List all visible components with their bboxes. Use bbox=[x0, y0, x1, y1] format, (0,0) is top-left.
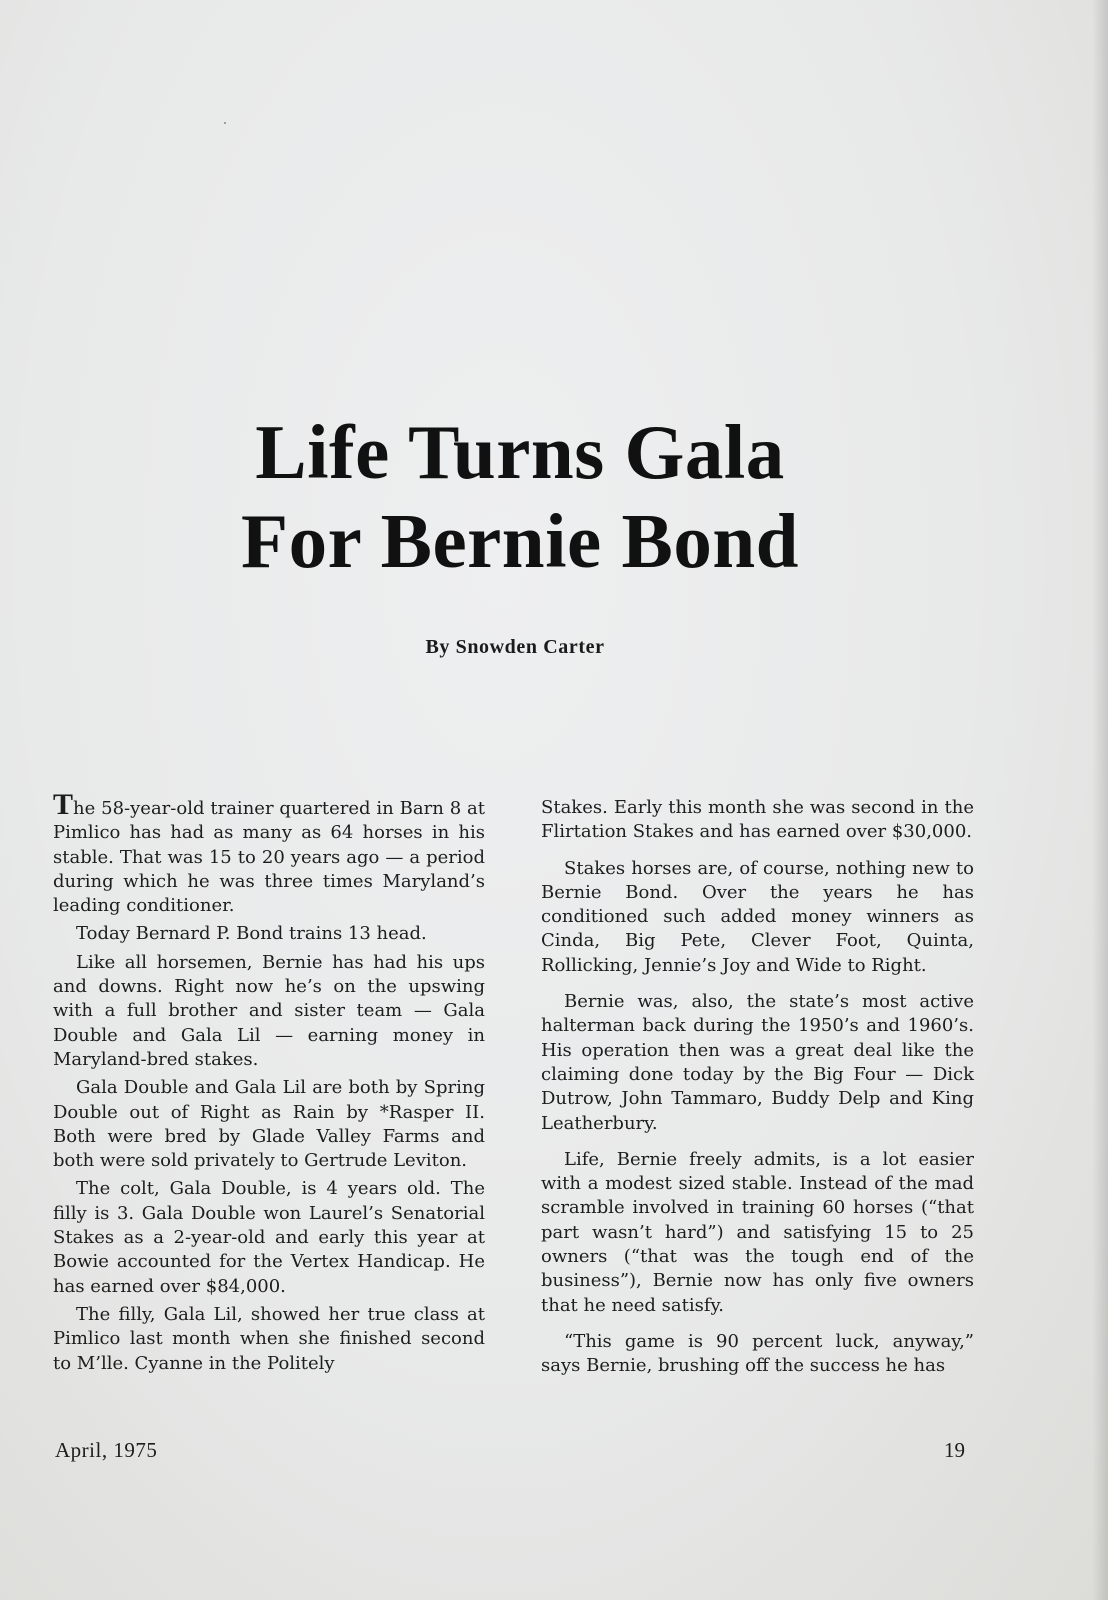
paragraph: The colt, Gala Double, is 4 years old. The filly is 3. Gala Double won Laurel’s Senatorial Stakes as a 2-year-old and early this year at Bowie accounted for the Vertex Handicap. He has earned over $84,000. bbox=[53, 1178, 485, 1297]
issue-date: April, 1975 bbox=[55, 1438, 158, 1462]
title-line-2: For Bernie Bond bbox=[241, 498, 799, 584]
paragraph: Life, Bernie freely admits, is a lot easier with a modest sized stable. Instead of the mad scramble involved in training 60 horses (“that part wasn’t hard”) and satisfying 15 to 25 owners (“that was the tough end of the business”), Bernie now has only five owners that he need satisfy. bbox=[541, 1148, 974, 1316]
paragraph: Today Bernard P. Bond trains 13 head. bbox=[76, 923, 427, 945]
right-column bbox=[541, 796, 974, 1383]
paragraph: Stakes. Early this month she was second in the Flirtation Stakes and has earned over $30,000. bbox=[541, 797, 974, 843]
paragraph: Stakes horses are, of course, nothing new to Bernie Bond. Over the years he has conditioned such added money winners as Cinda, Big Pete, Clever Foot, Quinta, Rollicking, Jennie’s Joy and Wide to Right. bbox=[541, 857, 974, 976]
paragraph-text: he 58-year-old trainer quartered in Barn 8 at Pimlico has had as many as 64 horses in his stable. That was 15 to 20 years ago — a period during which he was three times Maryland’s leading conditioner. bbox=[53, 798, 485, 917]
paragraph bbox=[53, 788, 485, 918]
paragraph: The filly, Gala Lil, showed her true class at Pimlico last month when she finished second to M’lle. Cyanne in the Politely bbox=[53, 1303, 485, 1374]
drop-cap: T bbox=[53, 788, 74, 821]
left-column bbox=[53, 788, 485, 1380]
byline: By Snowden Carter bbox=[425, 636, 605, 658]
page-edge-shadow bbox=[1092, 0, 1108, 1600]
title-line-1: Life Turns Gala bbox=[255, 409, 785, 495]
paragraph: Gala Double and Gala Lil are both by Spring Double out of Right as Rain by *Rasper II. Both were bred by Glade Valley Farms and both were sold privately to Gertrude Leviton. bbox=[53, 1077, 485, 1172]
paragraph: Like all horsemen, Bernie has had his ups and downs. Right now he’s on the upswing with a full brother and sister team — Gala Double and Gala Lil — earning money in Maryland-bred stakes. bbox=[53, 951, 485, 1070]
article-title bbox=[120, 408, 920, 586]
paragraph: Bernie was, also, the state’s most active halterman back during the 1950’s and 1960’s. His operation then was a great deal like the claiming done today by the Big Four — Dick Dutrow, John Tammaro, Buddy Delp and King Leatherbury. bbox=[541, 991, 974, 1134]
paper-speck bbox=[224, 122, 226, 124]
paragraph: “This game is 90 percent luck, anyway,” says Bernie, brushing off the success he has bbox=[541, 1330, 974, 1377]
page-number: 19 bbox=[944, 1438, 965, 1462]
